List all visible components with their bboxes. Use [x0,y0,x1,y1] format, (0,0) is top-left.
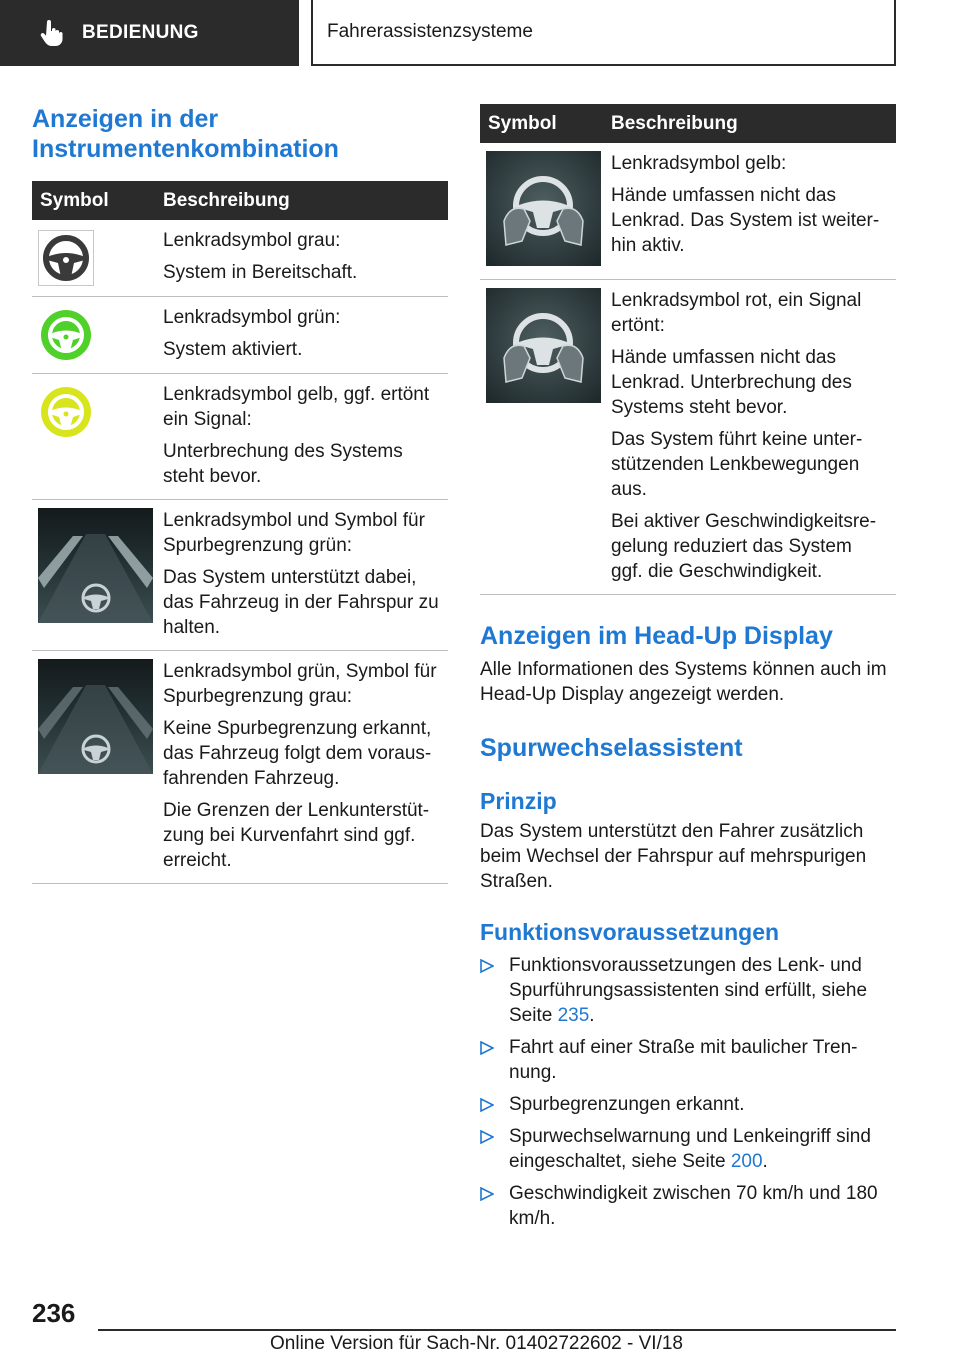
chapter-title: Fahrerassistenzsysteme [327,21,533,42]
triangle-bullet-icon [480,1098,494,1112]
left-column [32,104,448,884]
list-item: Funktionsvoraussetzungen des Lenk- und Spurführungsassistenten sind erfüllt, siehe Seite 235. [480,953,896,1028]
steering-wheel-yellow-icon [38,384,94,440]
column-header-description: Beschreibung [155,181,448,220]
column-header-symbol: Symbol [480,104,603,143]
principle-text: Das System unterstützt den Fahrer zusätzlich beim Wechsel der Fahrspur auf mehrspurigen Straßen. [480,820,867,892]
footer-version-text: Online Version für Sach-Nr. 01402722602 - VI/18 [270,1333,683,1354]
row-text: System aktiviert. [163,339,303,360]
row-text: Hände umfassen nicht das Lenkrad. Das System ist weiter-hin aktiv. [611,185,880,256]
page-link-200[interactable]: 200 [730,1150,763,1172]
row-text: Die Grenzen der Lenkunterstüt-zung bei Kurvenfahrt sind ggf. erreicht. [163,800,430,871]
hands-on-wheel-red-icon [486,288,601,403]
footer-divider [98,1329,896,1331]
hud-text: Alle Informationen des Systems können auch im Head-Up Display angezeigt werden. [480,658,887,705]
list-item: Geschwindigkeit zwischen 70 km/h und 180 km/h. [480,1181,896,1231]
table-row [480,143,896,279]
column-header-symbol: Symbol [32,181,155,220]
section-tab [0,0,299,66]
row-text: Bei aktiver Geschwindigkeitsre-gelung reduziert das System ggf. die Geschwindigkeit. [611,510,877,582]
page-number: 236 [32,1298,76,1328]
right-column [480,104,896,1238]
table-row [32,374,448,500]
lane-display-green-icon [38,508,153,623]
row-text: Keine Spurbegrenzung erkannt, das Fahrzeug folgt dem voraus-fahrenden Fahrzeug. [163,718,432,789]
row-title: Lenkradsymbol gelb, ggf. ertönt ein Signal: [163,384,430,430]
hand-pointer-icon [40,20,64,46]
chapter-box [311,0,896,66]
row-title: Lenkradsymbol grün: [163,307,341,328]
page-link-235[interactable]: 235 [557,1004,590,1026]
steering-wheel-grey-icon [38,230,94,286]
table-row [32,500,448,651]
table-header-row [32,181,448,220]
row-title: Lenkradsymbol und Symbol für Spurbegrenzung grün: [163,510,425,556]
triangle-bullet-icon [480,959,494,973]
section-title: BEDIENUNG [82,22,199,43]
row-title: Lenkradsymbol grün, Symbol für Spurbegrenzung grau: [163,661,437,707]
hands-on-symbol-table [480,104,896,595]
hands-on-wheel-yellow-icon [486,151,601,266]
lane-change-assistant-heading: Spurwechselassistent [480,733,743,762]
requirements-heading: Funktionsvoraussetzungen [480,918,780,945]
instrument-symbol-table [32,181,448,884]
table-row [32,220,448,297]
row-text: Hände umfassen nicht das Lenkrad. Unterbrechung des Systems steht bevor. [611,346,852,418]
table-row [32,297,448,374]
steering-wheel-green-icon [38,307,94,363]
row-title: Lenkradsymbol rot, ein Signal ertönt: [611,289,862,336]
page-header [0,0,960,66]
row-text: System in Bereitschaft. [163,262,358,283]
row-text: Das System unterstützt dabei, das Fahrzeug in der Fahrspur zu halten. [163,567,439,638]
row-title: Lenkradsymbol grau: [163,230,341,251]
table-row [32,651,448,884]
triangle-bullet-icon [480,1187,494,1201]
triangle-bullet-icon [480,1130,494,1144]
instrument-cluster-heading: Anzeigen in der Instrumentenkombination [32,105,339,163]
list-item: Spurbegrenzungen erkannt. [480,1092,896,1117]
table-row [480,279,896,594]
hud-heading: Anzeigen im Head-Up Display [480,621,833,650]
row-text: Unterbrechung des Systems steht bevor. [163,441,403,487]
table-header-row [480,104,896,143]
lane-display-grey-icon [38,659,153,774]
triangle-bullet-icon [480,1041,494,1055]
requirements-list [480,953,896,1231]
principle-heading: Prinzip [480,787,557,814]
list-item: Fahrt auf einer Straße mit baulicher Tren-nung. [480,1035,896,1085]
column-header-description: Beschreibung [603,104,896,143]
row-title: Lenkradsymbol gelb: [611,153,787,174]
list-item: Spurwechselwarnung und Lenkeingriff sind eingeschaltet, siehe Seite 200. [480,1124,896,1174]
row-text: Das System führt keine unter-stützenden Lenkbewegungen aus. [611,428,863,500]
